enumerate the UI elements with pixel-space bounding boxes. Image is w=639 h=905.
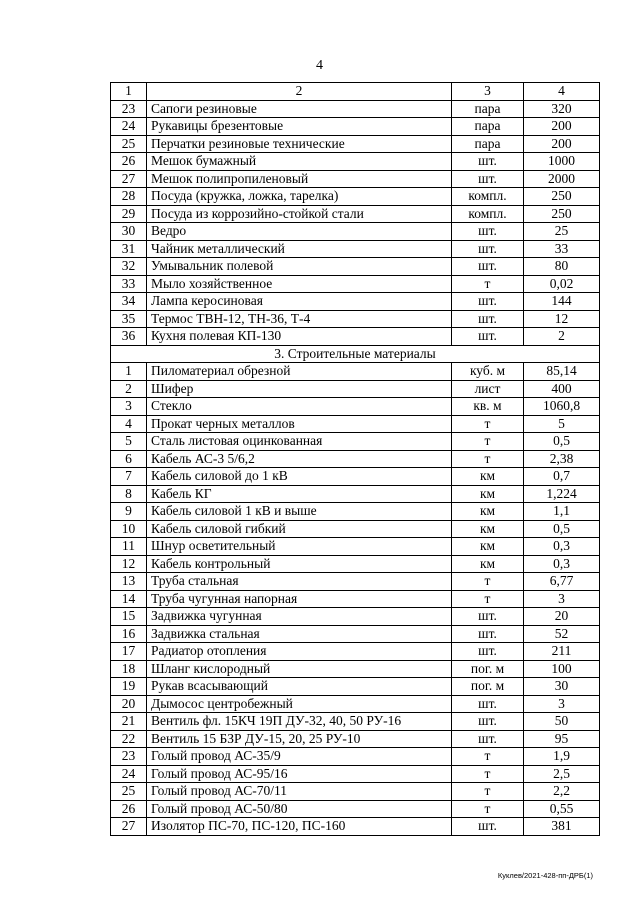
row-number: 30 — [111, 223, 147, 241]
table-row — [111, 590, 600, 608]
row-number: 27 — [111, 818, 147, 836]
row-number: 13 — [111, 573, 147, 591]
item-unit: шт. — [452, 310, 524, 328]
table-row — [111, 468, 600, 486]
item-name: Шланг кислородный — [147, 660, 452, 678]
item-unit: шт. — [452, 293, 524, 311]
item-name: Кабель силовой 1 кВ и выше — [147, 503, 452, 521]
item-name: Сапоги резиновые — [147, 100, 452, 118]
row-number: 9 — [111, 503, 147, 521]
table-row — [111, 135, 600, 153]
item-unit: лист — [452, 380, 524, 398]
item-unit: т — [452, 748, 524, 766]
item-name: Термос ТВН-12, ТН-36, Т-4 — [147, 310, 452, 328]
item-unit: шт. — [452, 328, 524, 346]
item-quantity: 0,02 — [524, 275, 600, 293]
item-quantity: 250 — [524, 188, 600, 206]
item-name: Прокат черных металлов — [147, 415, 452, 433]
item-quantity: 2,38 — [524, 450, 600, 468]
item-quantity: 1,9 — [524, 748, 600, 766]
item-unit: т — [452, 765, 524, 783]
row-number: 21 — [111, 713, 147, 731]
table-row — [111, 783, 600, 801]
table-row — [111, 450, 600, 468]
item-name: Вентиль фл. 15КЧ 19П ДУ-32, 40, 50 РУ-16 — [147, 713, 452, 731]
item-quantity: 0,5 — [524, 433, 600, 451]
item-unit: шт. — [452, 608, 524, 626]
table-row — [111, 153, 600, 171]
item-unit: т — [452, 433, 524, 451]
item-quantity: 0,3 — [524, 555, 600, 573]
item-name: Шнур осветительный — [147, 538, 452, 556]
row-number: 25 — [111, 783, 147, 801]
row-number: 26 — [111, 153, 147, 171]
item-name: Сталь листовая оцинкованная — [147, 433, 452, 451]
table-row — [111, 258, 600, 276]
row-number: 6 — [111, 450, 147, 468]
table-row — [111, 100, 600, 118]
item-quantity: 95 — [524, 730, 600, 748]
section-title: 3. Строительные материалы — [111, 345, 600, 363]
item-quantity: 52 — [524, 625, 600, 643]
item-name: Ведро — [147, 223, 452, 241]
item-name: Рукавицы брезентовые — [147, 118, 452, 136]
table-row — [111, 678, 600, 696]
row-number: 27 — [111, 170, 147, 188]
item-name: Перчатки резиновые технические — [147, 135, 452, 153]
item-quantity: 5 — [524, 415, 600, 433]
item-name: Труба чугунная напорная — [147, 590, 452, 608]
header-col-2: 2 — [147, 83, 452, 101]
item-name: Посуда (кружка, ложка, тарелка) — [147, 188, 452, 206]
item-unit: т — [452, 415, 524, 433]
item-unit: шт. — [452, 153, 524, 171]
header-col-3: 3 — [452, 83, 524, 101]
item-quantity: 1000 — [524, 153, 600, 171]
item-unit: т — [452, 573, 524, 591]
table-row — [111, 118, 600, 136]
table-row — [111, 205, 600, 223]
item-unit: км — [452, 468, 524, 486]
item-unit: т — [452, 800, 524, 818]
table-row — [111, 485, 600, 503]
item-unit: км — [452, 503, 524, 521]
row-number: 16 — [111, 625, 147, 643]
item-name: Посуда из коррозийно-стойкой стали — [147, 205, 452, 223]
table-row — [111, 520, 600, 538]
item-unit: кв. м — [452, 398, 524, 416]
row-number: 15 — [111, 608, 147, 626]
item-quantity: 80 — [524, 258, 600, 276]
item-unit: куб. м — [452, 363, 524, 381]
item-name: Стекло — [147, 398, 452, 416]
row-number: 10 — [111, 520, 147, 538]
item-quantity: 200 — [524, 118, 600, 136]
item-unit: т — [452, 590, 524, 608]
row-number: 19 — [111, 678, 147, 696]
row-number: 22 — [111, 730, 147, 748]
item-quantity: 1,1 — [524, 503, 600, 521]
item-unit: т — [452, 783, 524, 801]
item-quantity: 320 — [524, 100, 600, 118]
row-number: 29 — [111, 205, 147, 223]
row-number: 8 — [111, 485, 147, 503]
table-header-row — [111, 83, 600, 101]
item-name: Кабель КГ — [147, 485, 452, 503]
row-number: 24 — [111, 118, 147, 136]
item-name: Умывальник полевой — [147, 258, 452, 276]
row-number: 32 — [111, 258, 147, 276]
table-row — [111, 625, 600, 643]
table-row — [111, 293, 600, 311]
table-row — [111, 643, 600, 661]
item-unit: шт. — [452, 730, 524, 748]
row-number: 5 — [111, 433, 147, 451]
row-number: 36 — [111, 328, 147, 346]
row-number: 26 — [111, 800, 147, 818]
row-number: 1 — [111, 363, 147, 381]
item-unit: пог. м — [452, 678, 524, 696]
item-unit: шт. — [452, 240, 524, 258]
table-row — [111, 275, 600, 293]
item-name: Труба стальная — [147, 573, 452, 591]
table-row — [111, 398, 600, 416]
row-number: 12 — [111, 555, 147, 573]
table-row — [111, 765, 600, 783]
item-quantity: 2,2 — [524, 783, 600, 801]
item-unit: т — [452, 275, 524, 293]
item-quantity: 85,14 — [524, 363, 600, 381]
row-number: 20 — [111, 695, 147, 713]
item-quantity: 30 — [524, 678, 600, 696]
row-number: 18 — [111, 660, 147, 678]
row-number: 17 — [111, 643, 147, 661]
row-number: 2 — [111, 380, 147, 398]
row-number: 24 — [111, 765, 147, 783]
item-name: Кабель АС-3 5/6,2 — [147, 450, 452, 468]
item-name: Мешок бумажный — [147, 153, 452, 171]
table-row — [111, 555, 600, 573]
item-quantity: 250 — [524, 205, 600, 223]
item-quantity: 33 — [524, 240, 600, 258]
item-name: Пиломатериал обрезной — [147, 363, 452, 381]
item-quantity: 3 — [524, 695, 600, 713]
item-name: Голый провод АС-70/11 — [147, 783, 452, 801]
item-name: Мыло хозяйственное — [147, 275, 452, 293]
table-row — [111, 310, 600, 328]
row-number: 23 — [111, 748, 147, 766]
item-unit: шт. — [452, 170, 524, 188]
item-unit: км — [452, 538, 524, 556]
item-unit: шт. — [452, 625, 524, 643]
header-col-4: 4 — [524, 83, 600, 101]
item-name: Радиатор отопления — [147, 643, 452, 661]
item-unit: шт. — [452, 713, 524, 731]
item-quantity: 1,224 — [524, 485, 600, 503]
item-quantity: 3 — [524, 590, 600, 608]
item-quantity: 0,3 — [524, 538, 600, 556]
item-quantity: 0,7 — [524, 468, 600, 486]
item-quantity: 200 — [524, 135, 600, 153]
item-unit: пара — [452, 118, 524, 136]
item-unit: км — [452, 555, 524, 573]
item-unit: км — [452, 520, 524, 538]
item-quantity: 2,5 — [524, 765, 600, 783]
inventory-table — [110, 82, 600, 836]
item-name: Голый провод АС-95/16 — [147, 765, 452, 783]
row-number: 11 — [111, 538, 147, 556]
item-name: Рукав всасывающий — [147, 678, 452, 696]
row-number: 23 — [111, 100, 147, 118]
item-unit: пара — [452, 100, 524, 118]
item-quantity: 100 — [524, 660, 600, 678]
table-row — [111, 223, 600, 241]
item-name: Голый провод АС-50/80 — [147, 800, 452, 818]
table-row — [111, 170, 600, 188]
item-name: Кабель силовой гибкий — [147, 520, 452, 538]
table-row — [111, 608, 600, 626]
item-quantity: 12 — [524, 310, 600, 328]
row-number: 14 — [111, 590, 147, 608]
item-name: Лампа керосиновая — [147, 293, 452, 311]
item-quantity: 144 — [524, 293, 600, 311]
item-name: Задвижка чугунная — [147, 608, 452, 626]
row-number: 31 — [111, 240, 147, 258]
table-row — [111, 503, 600, 521]
item-quantity: 211 — [524, 643, 600, 661]
table-row — [111, 240, 600, 258]
item-quantity: 0,55 — [524, 800, 600, 818]
table-row — [111, 538, 600, 556]
item-quantity: 2000 — [524, 170, 600, 188]
item-quantity: 20 — [524, 608, 600, 626]
item-name: Вентиль 15 БЗР ДУ-15, 20, 25 РУ-10 — [147, 730, 452, 748]
item-name: Шифер — [147, 380, 452, 398]
item-quantity: 1060,8 — [524, 398, 600, 416]
item-quantity: 381 — [524, 818, 600, 836]
item-quantity: 6,77 — [524, 573, 600, 591]
item-name: Изолятор ПС-70, ПС-120, ПС-160 — [147, 818, 452, 836]
item-unit: шт. — [452, 258, 524, 276]
item-name: Кабель контрольный — [147, 555, 452, 573]
item-name: Голый провод АС-35/9 — [147, 748, 452, 766]
item-unit: компл. — [452, 188, 524, 206]
item-unit: км — [452, 485, 524, 503]
item-unit: компл. — [452, 205, 524, 223]
item-quantity: 400 — [524, 380, 600, 398]
item-unit: шт. — [452, 695, 524, 713]
page-number: 4 — [316, 58, 323, 73]
item-quantity: 25 — [524, 223, 600, 241]
table-row — [111, 818, 600, 836]
item-name: Чайник металлический — [147, 240, 452, 258]
item-name: Мешок полипропиленовый — [147, 170, 452, 188]
item-unit: шт. — [452, 223, 524, 241]
item-name: Задвижка стальная — [147, 625, 452, 643]
item-name: Кухня полевая КП-130 — [147, 328, 452, 346]
table-row — [111, 380, 600, 398]
table-row — [111, 433, 600, 451]
table-row — [111, 363, 600, 381]
item-quantity: 0,5 — [524, 520, 600, 538]
item-unit: пог. м — [452, 660, 524, 678]
item-unit: шт. — [452, 643, 524, 661]
row-number: 25 — [111, 135, 147, 153]
table-row — [111, 415, 600, 433]
table-row — [111, 713, 600, 731]
item-name: Дымосос центробежный — [147, 695, 452, 713]
table-row — [111, 800, 600, 818]
table-row — [111, 748, 600, 766]
item-unit: т — [452, 450, 524, 468]
footer-document-code: Куклев/2021-428-пп-ДРБ(1) — [497, 871, 593, 880]
row-number: 7 — [111, 468, 147, 486]
table-row — [111, 695, 600, 713]
table-row — [111, 730, 600, 748]
item-unit: шт. — [452, 818, 524, 836]
row-number: 28 — [111, 188, 147, 206]
row-number: 3 — [111, 398, 147, 416]
table-row — [111, 660, 600, 678]
item-unit: пара — [452, 135, 524, 153]
row-number: 4 — [111, 415, 147, 433]
item-quantity: 2 — [524, 328, 600, 346]
row-number: 34 — [111, 293, 147, 311]
section-row — [111, 345, 600, 363]
item-quantity: 50 — [524, 713, 600, 731]
table-row — [111, 188, 600, 206]
table-row — [111, 328, 600, 346]
row-number: 33 — [111, 275, 147, 293]
row-number: 35 — [111, 310, 147, 328]
table-row — [111, 573, 600, 591]
item-name: Кабель силовой до 1 кВ — [147, 468, 452, 486]
header-col-1: 1 — [111, 83, 147, 101]
